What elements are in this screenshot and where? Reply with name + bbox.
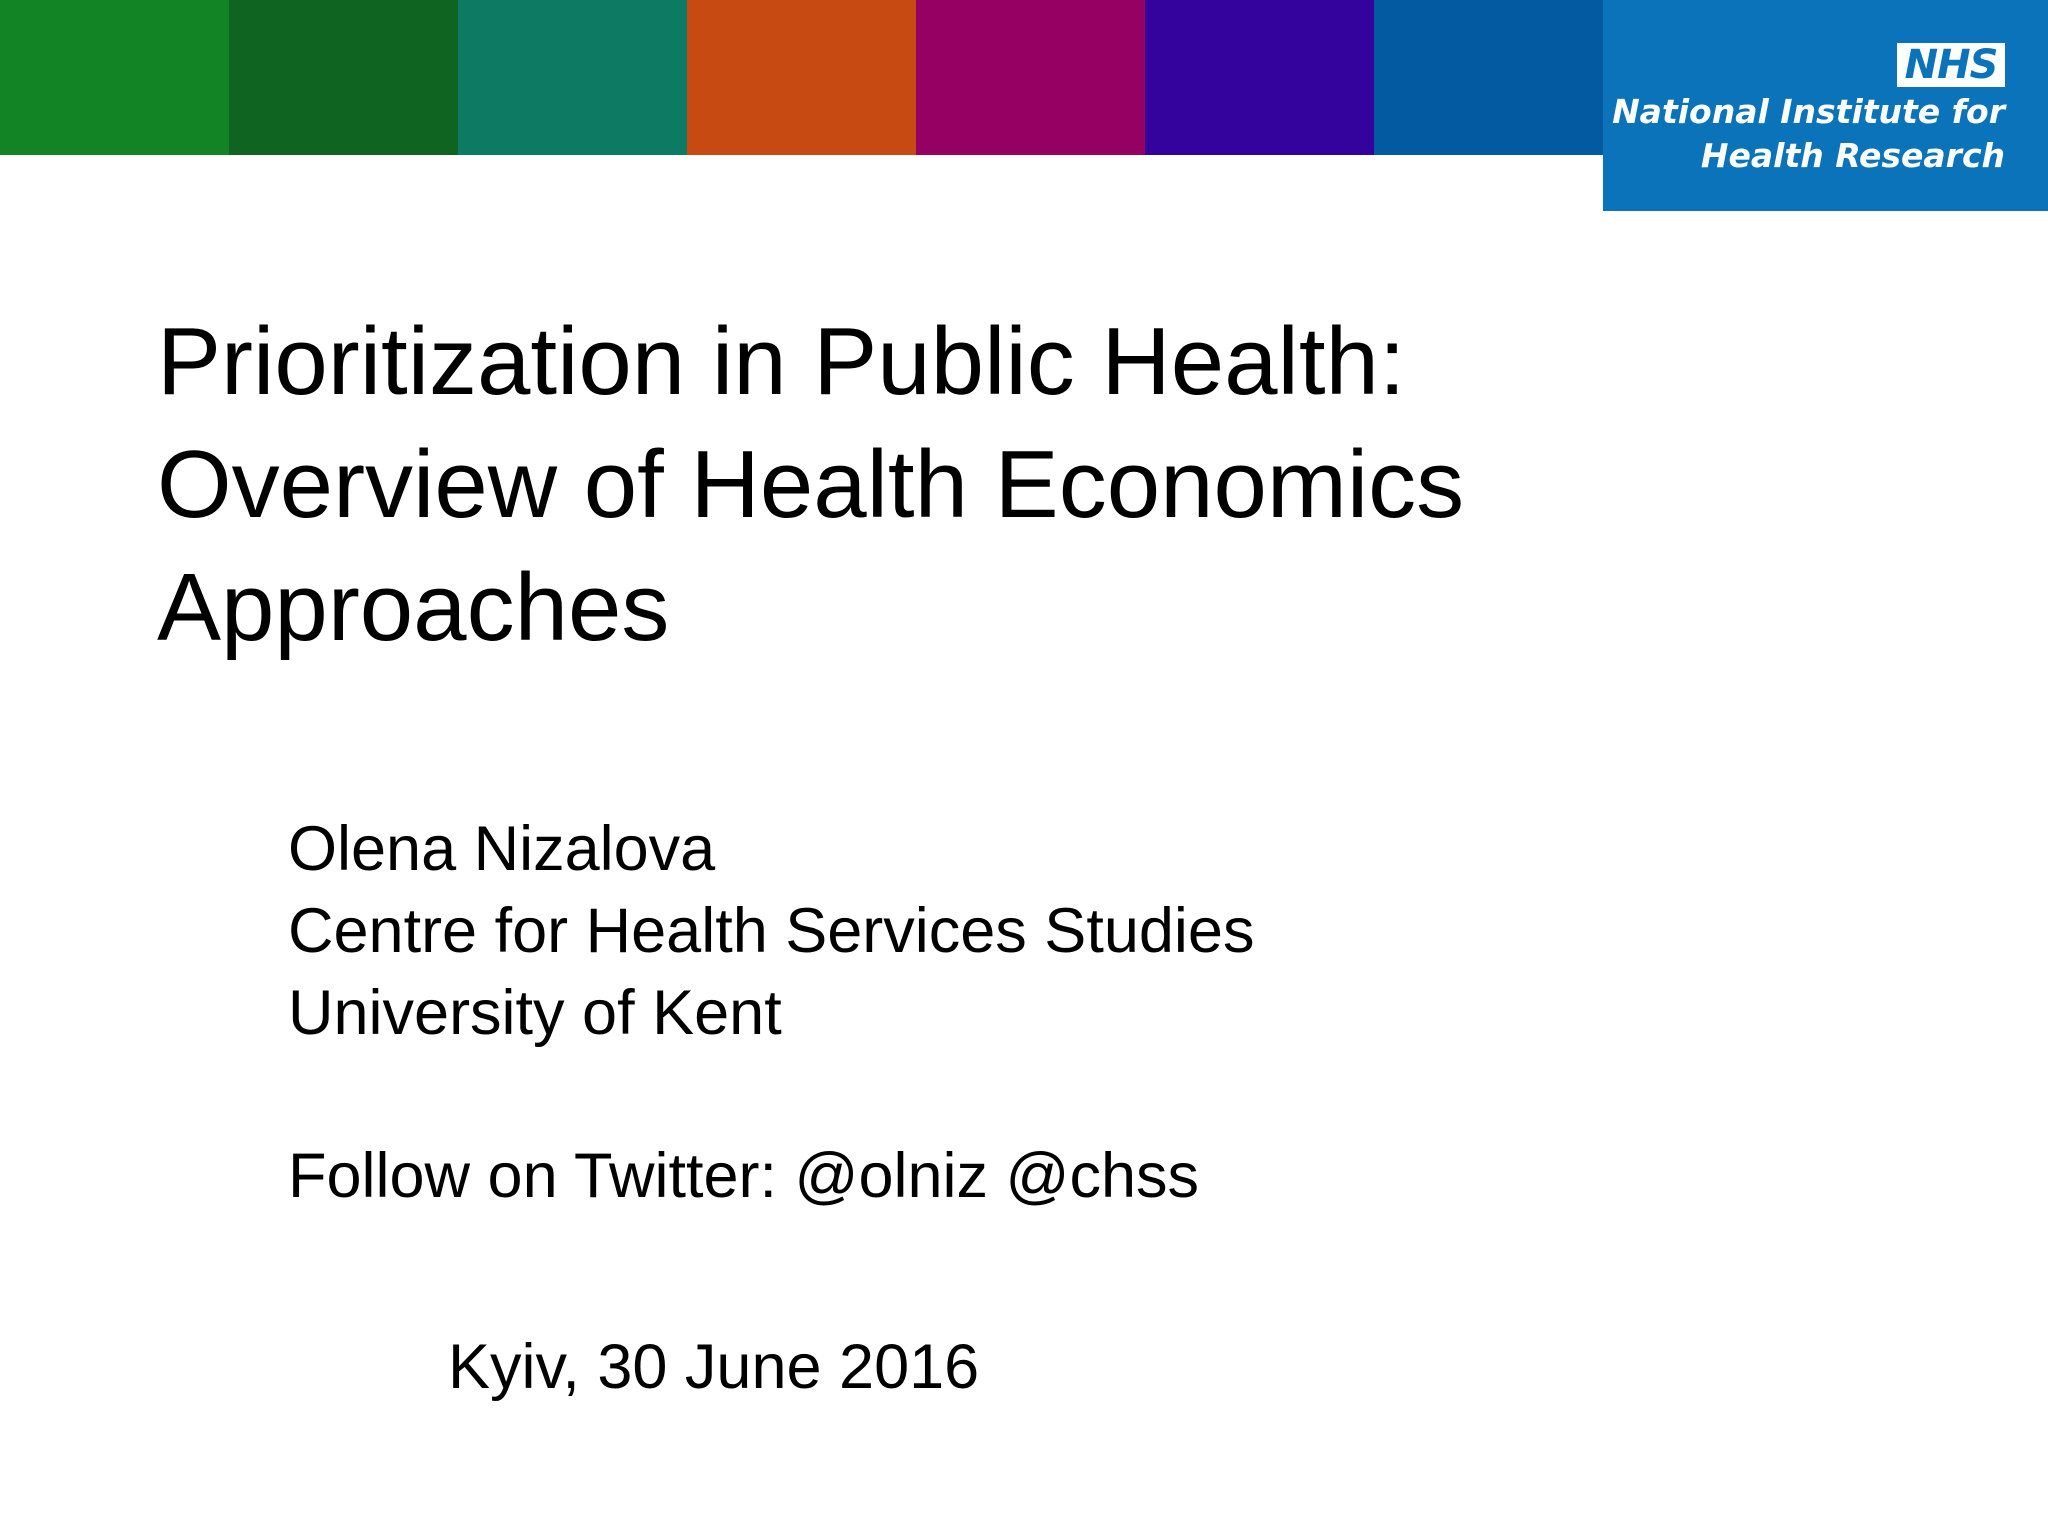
logo-line-2: Health Research <box>1700 136 2005 175</box>
logo-line-1: National Institute for <box>1612 92 2005 131</box>
title-line-1: Prioritization in Public Health: <box>157 308 1406 415</box>
author-affiliation: Centre for Health Services Studies <box>288 896 1255 966</box>
title-line-2: Overview of Health Economics <box>157 431 1465 538</box>
color-block-blue <box>1374 0 1603 155</box>
color-block-magenta <box>916 0 1145 155</box>
color-block-purple <box>1145 0 1374 155</box>
color-block-dark-green <box>229 0 458 155</box>
slide-title <box>157 300 1657 669</box>
logo-text <box>1612 90 2005 178</box>
color-block-teal <box>458 0 687 155</box>
author-institution: University of Kent <box>288 978 782 1048</box>
author-name: Olena Nizalova <box>288 814 716 884</box>
event-date: Kyiv, 30 June 2016 <box>448 1332 980 1402</box>
nihr-logo <box>1603 0 2048 211</box>
nhs-logo-mark: NHS <box>1897 43 2005 87</box>
author-block <box>288 808 1254 1054</box>
color-block-green <box>0 0 229 155</box>
color-band <box>0 0 1603 155</box>
twitter-handles: Follow on Twitter: @olniz @chss <box>288 1141 1200 1211</box>
title-line-3: Approaches <box>157 554 670 661</box>
color-block-orange <box>687 0 916 155</box>
